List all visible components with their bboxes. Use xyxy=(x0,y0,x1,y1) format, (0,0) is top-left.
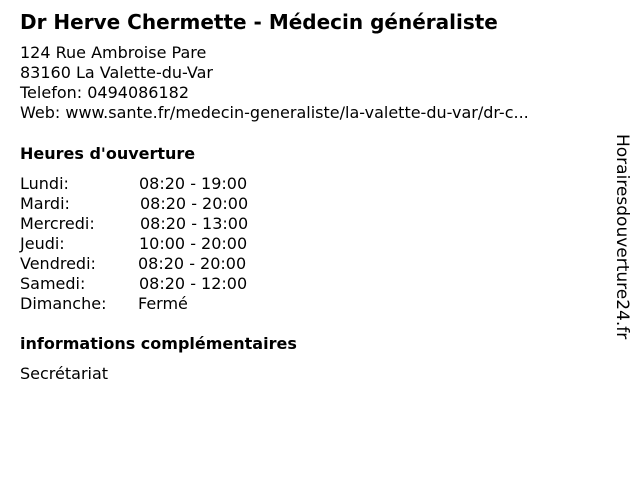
city-address: 83160 La Valette-du-Var xyxy=(20,63,213,82)
address-block xyxy=(20,43,529,123)
time-value: 08:20 - 20:00 xyxy=(140,194,249,213)
time-value: 08:20 - 12:00 xyxy=(139,274,248,293)
time-value: 08:20 - 20:00 xyxy=(138,254,247,273)
day-label: Samedi: xyxy=(20,274,86,293)
additional-info-text: Secrétariat xyxy=(20,364,109,383)
site-watermark xyxy=(612,134,632,344)
page-title: Dr Herve Chermette - Médecin généraliste xyxy=(20,10,498,34)
website-link[interactable]: Web: www.sante.fr/medecin-generaliste/la-valette-du-var/dr-c... xyxy=(20,103,529,122)
time-value: 08:20 - 19:00 xyxy=(139,174,248,193)
day-label: Mardi: xyxy=(20,194,70,213)
additional-info-heading: informations complémentaires xyxy=(20,334,297,353)
time-value: 10:00 - 20:00 xyxy=(139,234,248,253)
opening-hours-heading: Heures d'ouverture xyxy=(20,144,196,163)
day-label: Dimanche: xyxy=(20,294,107,313)
phone-number: Telefon: 0494086182 xyxy=(20,83,190,102)
day-label: Lundi: xyxy=(20,174,69,193)
time-value: 08:20 - 13:00 xyxy=(140,214,249,233)
time-value: Fermé xyxy=(138,294,188,313)
street-address: 124 Rue Ambroise Pare xyxy=(20,43,207,62)
day-label: Vendredi: xyxy=(20,254,96,273)
day-label: Mercredi: xyxy=(20,214,95,233)
day-label: Jeudi: xyxy=(20,234,65,253)
watermark-text: Horairesdouverture24.fr xyxy=(612,134,632,340)
